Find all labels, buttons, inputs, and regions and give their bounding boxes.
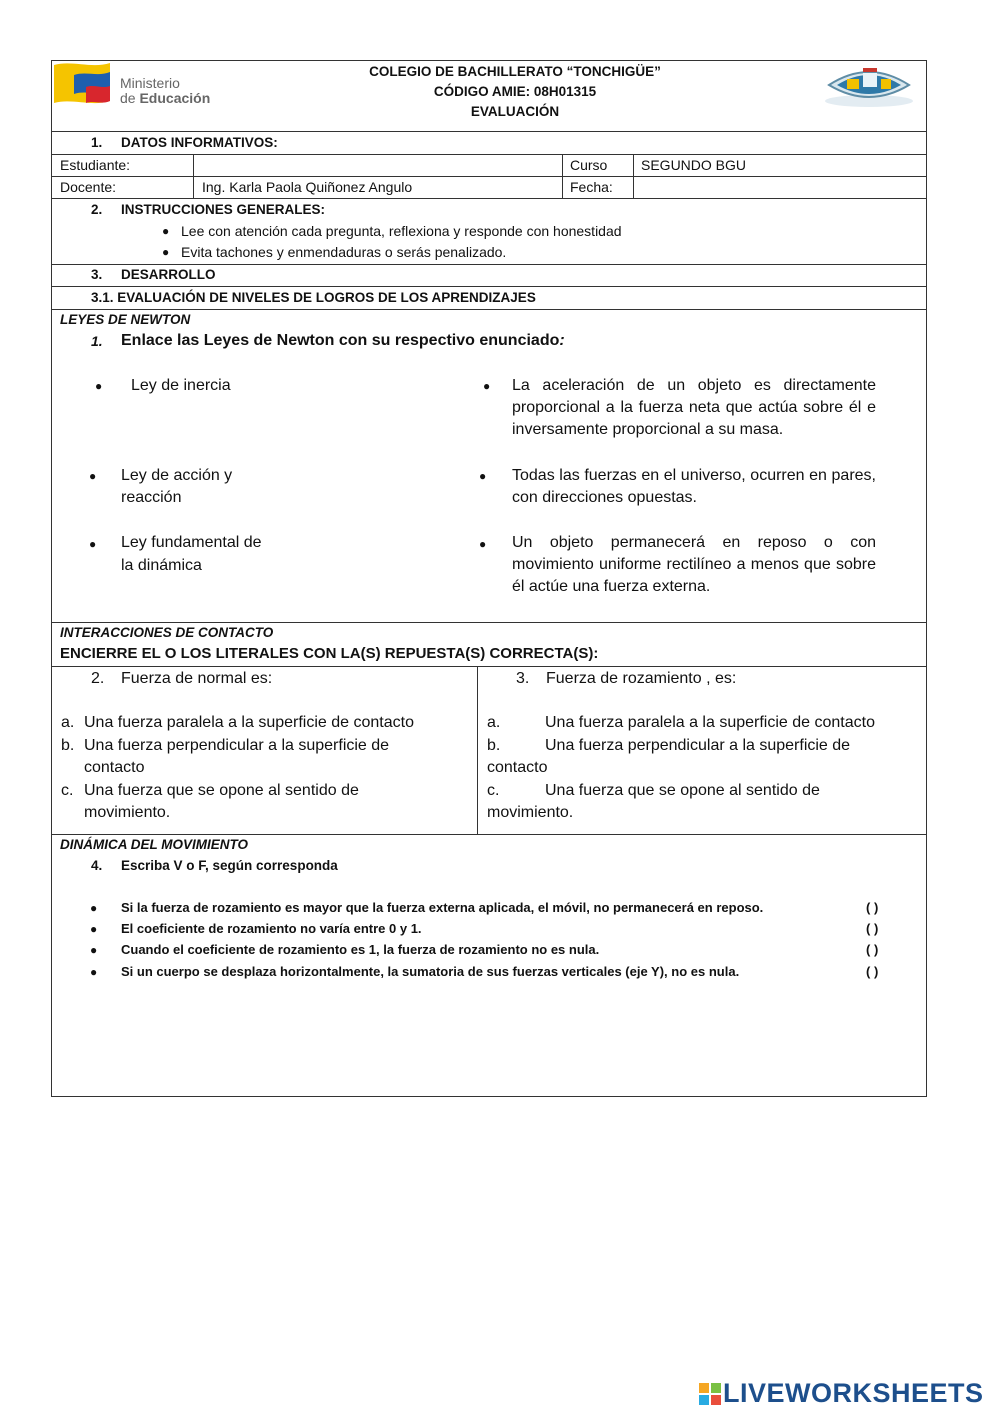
- q2-option-b-letter[interactable]: b.: [61, 737, 75, 754]
- question-3-number: 3.: [516, 670, 530, 687]
- q3-option-c-letter[interactable]: c.: [487, 782, 500, 799]
- q3-option-c-line1[interactable]: Una fuerza que se opone al sentido de: [545, 782, 820, 799]
- bullet-icon: ●: [90, 901, 98, 915]
- divider: [51, 131, 927, 132]
- bullet-icon: ●: [90, 922, 98, 936]
- contact-instruction: ENCIERRE EL O LOS LITERALES CON LA(S) REPUESTA(S) CORRECTA(S):: [60, 645, 599, 662]
- bullet-icon: ●: [90, 965, 98, 979]
- bullet-icon: ●: [162, 224, 170, 238]
- divider: [51, 286, 927, 287]
- school-crest-icon: [823, 63, 915, 109]
- vf-answer-box[interactable]: ( ): [866, 942, 879, 957]
- question-2-title: Fuerza de normal es:: [121, 670, 273, 687]
- instruction-item: Lee con atención cada pregunta, reflexiona y responde con honestidad: [181, 223, 622, 239]
- bullet-icon: ●: [90, 943, 98, 957]
- bullet-icon: ●: [479, 469, 487, 483]
- q3-option-b-line2[interactable]: contacto: [487, 759, 548, 776]
- law-dynamics-line1[interactable]: Ley fundamental de: [121, 534, 262, 551]
- vf-answer-box[interactable]: ( ): [866, 921, 879, 936]
- q2-option-a[interactable]: Una fuerza paralela a la superficie de contacto: [84, 714, 414, 731]
- q2-option-c-line1[interactable]: Una fuerza que se opone al sentido de: [84, 782, 359, 799]
- divider: [51, 264, 927, 265]
- teacher-value: Ing. Karla Paola Quiñonez Angulo: [202, 179, 413, 195]
- divider: [51, 666, 927, 667]
- ministry-logo: [52, 61, 211, 112]
- q2-option-c-letter[interactable]: c.: [61, 782, 74, 799]
- q3-option-a-letter[interactable]: a.: [487, 714, 501, 731]
- student-field[interactable]: [202, 156, 557, 174]
- q2-option-a-letter[interactable]: a.: [61, 714, 75, 731]
- newton-heading: LEYES DE NEWTON: [60, 312, 191, 327]
- vf-statement: Si la fuerza de rozamiento es mayor que la fuerza externa aplicada, el móvil, no permanecerá en reposo.: [121, 900, 764, 915]
- liveworksheets-brand: LIVEWORKSHEETS: [723, 1378, 984, 1408]
- ministry-prefix: de: [120, 90, 140, 106]
- q2-option-b-line2[interactable]: contacto: [84, 759, 145, 776]
- question-4-text: Escriba V o F, según corresponda: [121, 858, 338, 873]
- school-name: COLEGIO DE BACHILLERATO “TONCHIGÜE”: [369, 64, 661, 79]
- q3-option-b-letter[interactable]: b.: [487, 737, 501, 754]
- question-4-number: 4.: [91, 858, 103, 873]
- q3-option-b-line1[interactable]: Una fuerza perpendicular a la superficie de: [545, 737, 851, 754]
- bullet-icon: ●: [89, 537, 97, 551]
- instruction-item: Evita tachones y enmendaduras o serás penalizado.: [181, 244, 507, 260]
- divider: [562, 154, 563, 198]
- q3-option-c-line2[interactable]: movimiento.: [487, 804, 574, 821]
- bullet-icon: ●: [89, 469, 97, 483]
- document-type: EVALUACIÓN: [470, 104, 560, 119]
- vf-answer-box[interactable]: ( ): [866, 900, 879, 915]
- bullet-icon: ●: [479, 537, 487, 551]
- question-1-colon: :: [559, 332, 565, 349]
- question-2-number: 2.: [91, 670, 105, 687]
- section-1-title: DATOS INFORMATIVOS:: [121, 135, 278, 150]
- section-2-title: INSTRUCCIONES GENERALES:: [121, 202, 326, 217]
- law-inertia[interactable]: Ley de inercia: [131, 377, 231, 394]
- ministry-bold: Educación: [139, 90, 211, 106]
- question-1-text: [121, 330, 565, 352]
- date-label: Fecha:: [570, 179, 613, 195]
- divider: [51, 622, 927, 623]
- vf-answer-box[interactable]: ( ): [866, 964, 879, 979]
- q2-option-c-line2[interactable]: movimiento.: [84, 804, 171, 821]
- section-3-number: 3.: [91, 267, 103, 282]
- course-label: Curso: [570, 157, 608, 173]
- divider: [477, 666, 478, 834]
- teacher-label: Docente:: [60, 179, 117, 195]
- bullet-icon: ●: [483, 379, 491, 393]
- section-2-number: 2.: [91, 202, 103, 217]
- question-1-statement: Enlace las Leyes de Newton con su respectivo enunciado: [121, 332, 560, 349]
- vf-statement: El coeficiente de rozamiento no varía entre 0 y 1.: [121, 921, 422, 936]
- divider: [193, 154, 194, 198]
- divider: [51, 309, 927, 310]
- vf-statement: Si un cuerpo se desplaza horizontalmente, la sumatoria de sus fuerzas verticales (eje Y), no es nula.: [121, 964, 740, 979]
- vf-statement: Cuando el coeficiente de rozamiento es 1, la fuerza de rozamiento no es nula.: [121, 942, 600, 957]
- law-action-reaction-line1[interactable]: Ley de acción y: [121, 467, 233, 484]
- divider: [51, 154, 927, 155]
- q2-option-b-line1[interactable]: Una fuerza perpendicular a la superficie de: [84, 737, 390, 754]
- divider: [51, 176, 927, 177]
- section-3-subtitle: 3.1. EVALUACIÓN DE NIVELES DE LOGROS DE LOS APRENDIZAJES: [91, 290, 536, 305]
- contact-heading: INTERACCIONES DE CONTACTO: [60, 625, 274, 640]
- divider: [51, 834, 927, 835]
- q3-option-a[interactable]: Una fuerza paralela a la superficie de contacto: [545, 714, 875, 731]
- bullet-icon: ●: [95, 379, 103, 393]
- bullet-icon: ●: [162, 245, 170, 259]
- student-label: Estudiante:: [60, 157, 131, 173]
- school-code: CÓDIGO AMIE: 08H01315: [433, 84, 597, 99]
- question-3-title: Fuerza de rozamiento , es:: [546, 670, 737, 687]
- course-value: SEGUNDO BGU: [641, 157, 747, 173]
- ecuador-flag-icon: [52, 61, 116, 107]
- section-3-title: DESARROLLO: [121, 267, 216, 282]
- law-action-reaction-line2[interactable]: reacción: [121, 489, 182, 506]
- dynamics-heading: DINÁMICA DEL MOVIMIENTO: [60, 837, 249, 852]
- law-dynamics-line2[interactable]: la dinámica: [121, 557, 202, 574]
- ministry-name-line1: Ministerio: [120, 75, 180, 91]
- divider: [51, 198, 927, 199]
- divider: [633, 154, 634, 198]
- section-1-number: 1.: [91, 135, 103, 150]
- question-1-number: 1.: [91, 333, 103, 349]
- statement-acceleration[interactable]: La aceleración de un objeto es directamente proporcional a la fuerza neta que actúa sobre él e inversamente proporcional a su masa.: [512, 377, 876, 438]
- ministry-name-line2: [120, 90, 210, 106]
- date-field[interactable]: [641, 178, 921, 196]
- statement-rest[interactable]: Un objeto permanecerá en reposo o con movimiento uniforme rectilíneo a menos que sobre él actúe una fuerza externa.: [512, 534, 876, 595]
- statement-pairs[interactable]: Todas las fuerzas en el universo, ocurren en pares, con direcciones opuestas.: [512, 467, 876, 506]
- liveworksheets-logo-icon: [699, 1383, 721, 1405]
